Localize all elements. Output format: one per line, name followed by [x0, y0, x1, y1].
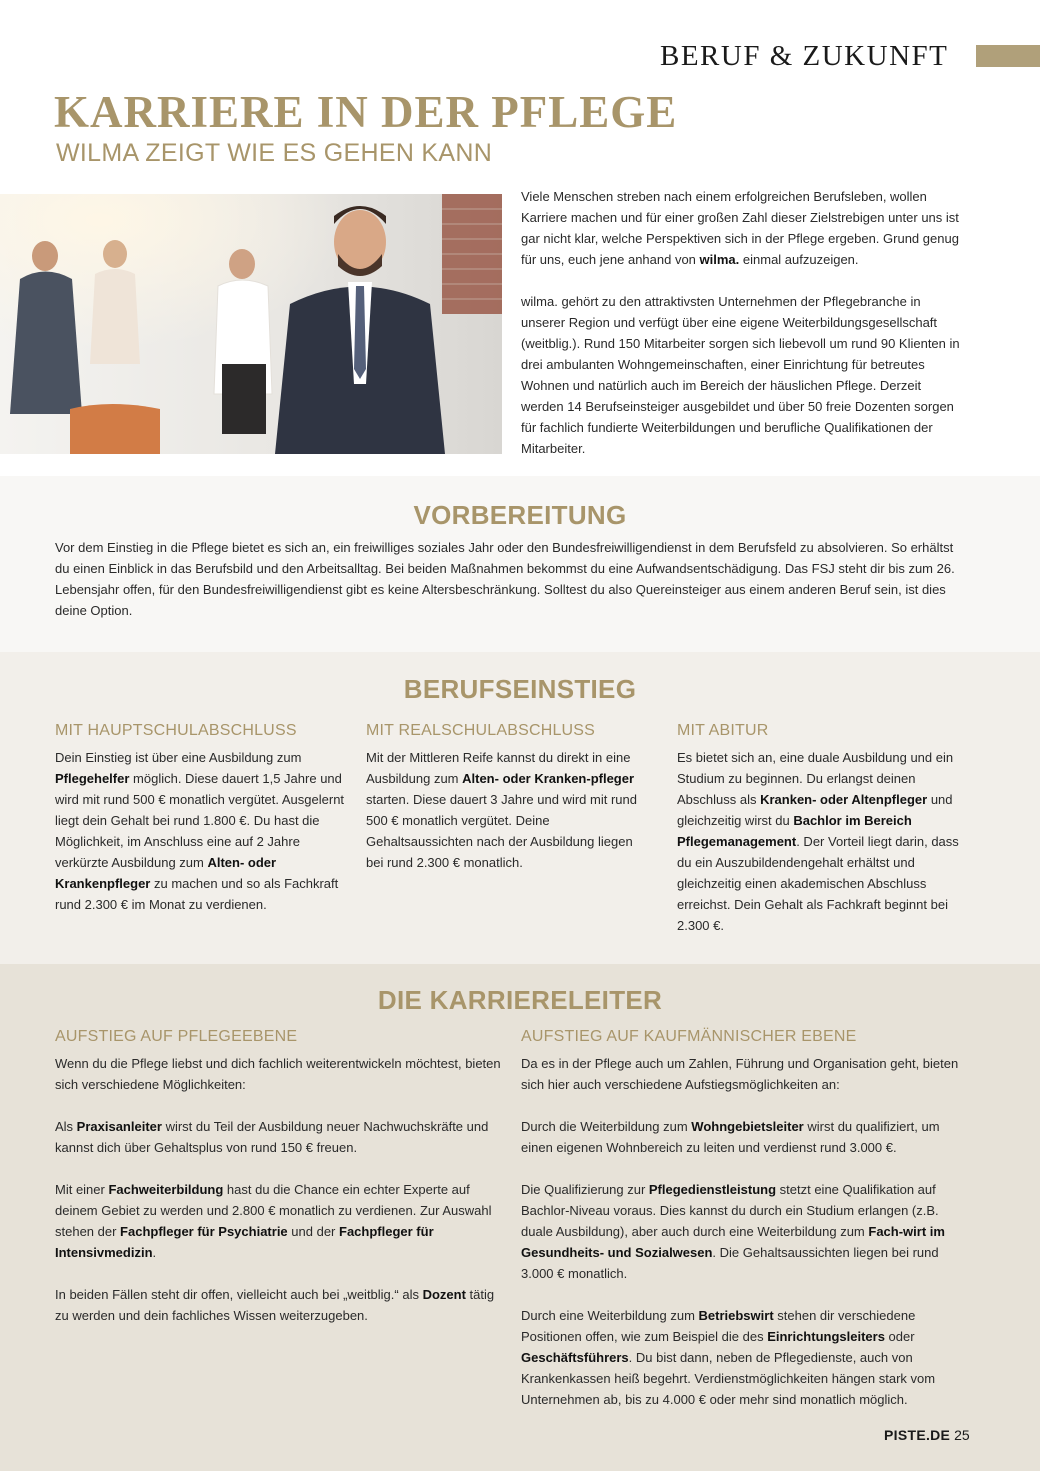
column-text-pflegeebene [55, 1053, 503, 1326]
vorbereitung-text: Vor dem Einstieg in die Pflege bietet es sich an, ein freiwilliges soziales Jahr oder den Bundesfreiwilligendienst in dem Berufsfeld zu absolvieren. So erhältst du einen Einblick in das Berufsbild und den Arbeitsalltag. Bei beiden Maßnahmen bekommst du eine Aufwandsentschädigung. Das FSJ steht dir bis zum 26. Lebensjahr offen, für den Bundesfreiwilligendienst gibt es keine Altersbeschränkung. Solltest du also Quereinsteiger aus einem anderen Beruf sein, ist dies deine Option. [55, 540, 955, 618]
column-title-pflegeebene: AUFSTIEG AUF PFLEGEEBENE [55, 1028, 298, 1045]
column-title-kaufmaennisch: AUFSTIEG AUF KAUFMÄNNISCHER EBENE [521, 1028, 857, 1045]
pflegeebene-paragraph-2: Als Praxisanleiter wirst du Teil der Ausbildung neuer Nachwuchskräfte und kannst dich über Gehaltsplus von rund 150 € freuen. [55, 1119, 489, 1155]
intro-paragraph-1: Viele Menschen streben nach einem erfolgreichen Berufsleben, wollen Karriere machen und für einer großen Zahl dieser Zielstrebigen unter uns ist gar nicht klar, welche Perspektiven sich in der Pflege ergeben. Grund genug für uns, euch jene anhand von wilma. einmal aufzuzeigen. [521, 189, 959, 267]
page-footer [884, 1427, 970, 1443]
column-title-abitur: MIT ABITUR [677, 722, 769, 739]
column-text-hauptschule: Dein Einstieg ist über eine Ausbildung zum Pflegehelfer möglich. Diese dauert 1,5 Jahre und wird mit rund 500 € monatlich vergütet. Ausgelernt liegt dein Gehalt bei rund 1.800 €. Du hast die Möglichkeit, im Anschluss eine auf 2 Jahre verkürzte Ausbildung zum Alten- oder Krankenpfleger zu machen und so als Fachkraft rund 2.300 € im Monat zu verdienen. [55, 750, 345, 912]
column-title-hauptschule: MIT HAUPTSCHULABSCHLUSS [55, 722, 297, 739]
column-text-kaufmaennisch [521, 1053, 967, 1410]
heading-vorbereitung: VORBEREITUNG [413, 500, 627, 530]
kaufmaennisch-paragraph-4: Durch eine Weiterbildung zum Betriebswirt stehen dir verschiedene Positionen offen, wie zum Beispiel die des Einrichtungsleiters oder Geschäftsführers. Du bist dann, neben de Pflegedienste, auch von Krankenkassen heiß begehrt. Verdienstmöglichkeiten hängen stark vom Unternehmen ab, bis zu 4.000 € oder mehr sind monatlich möglich. [521, 1308, 936, 1407]
kaufmaennisch-paragraph-3: Die Qualifizierung zur Pflegedienstleistung stetzt eine Qualifikation auf Bachlor-Niveau voraus. Dies kannst du durch ein Studium erlangen (z.B. duale Ausbildung), aber auch durch eine Weiterbildung zum Fach-wirt im Gesundheits- und Sozialwesen. Die Gehaltsaussichten liegen bei rund 3.000 € monatlich. [521, 1182, 945, 1281]
section-label: BERUF & ZUKUNFT [660, 40, 949, 72]
pflegeebene-paragraph-3: Mit einer Fachweiterbildung hast du die Chance ein echter Experte auf deinem Gebiet zu werden und 2.800 € monatlich zu verdienen. Zur Auswahl stehen der Fachpfleger für Psychiatrie und der Fachpfleger für Intensivmedizin. [55, 1182, 492, 1260]
kaufmaennisch-paragraph-2: Durch die Weiterbildung zum Wohngebietsleiter wirst du qualifiziert, um einen eigenen Wohnbereich zu leiten und verdienst rund 3.000 €. [521, 1119, 940, 1155]
intro-text [521, 186, 961, 459]
heading-berufseinstieg: BERUFSEINSTIEG [403, 674, 637, 704]
kaufmaennisch-paragraph-1: Da es in der Pflege auch um Zahlen, Führung und Organisation geht, bieten sich hier auch verschiedene Aufstiegsmöglichkeiten an: [521, 1056, 959, 1092]
business-team-photo [0, 194, 502, 454]
page-subtitle: WILMA ZEIGT WIE ES GEHEN KANN [56, 139, 493, 167]
column-text-realschule: Mit der Mittleren Reife kannst du direkt in eine Ausbildung zum Alten- oder Kranken-pfleger starten. Diese dauert 3 Jahre und wird mit rund 500 € monatlich vergütet. Deine Gehaltsaussichten nach der Ausbildung liegen bei rund 2.300 € monatlich. [366, 750, 637, 870]
page-title: KARRIERE IN DER PFLEGE [54, 87, 678, 137]
section-accent-bar [976, 45, 1040, 67]
heading-karriereleiter: DIE KARRIERELEITER [377, 985, 663, 1015]
column-title-realschule: MIT REALSCHULABSCHLUSS [366, 722, 596, 739]
intro-paragraph-2: wilma. gehört zu den attraktivsten Unternehmen der Pflegebranche in unserer Region und verfügt über eine eigene Weiterbildungsgesellschaft (weitblig.). Rund 150 Mitarbeiter sorgen sich liebevoll um rund 90 Klienten in drei ambulanten Wohngemeinschaften, einer Einrichtung für betreutes Wohnen und natürlich auch im Bereich der häuslichen Pflege. Derzeit werden 14 Berufseinsteiger ausgebildet und über 50 freie Dozenten sorgen für fachlich fundierte Weiterbildungen und berufliche Qualifikationen der Mitarbeiter. [521, 294, 960, 456]
pflegeebene-paragraph-4: In beiden Fällen steht dir offen, vielleicht auch bei „weitblig.“ als Dozent tätig zu werden und dein fachliches Wissen weiterzugeben. [55, 1287, 495, 1323]
pflegeebene-paragraph-1: Wenn du die Pflege liebst und dich fachlich weiterentwickeln möchtest, bieten sich verschiedene Möglichkeiten: [55, 1056, 501, 1092]
footer-brand: PISTE.DE [884, 1427, 951, 1443]
column-text-abitur: Es bietet sich an, eine duale Ausbildung und ein Studium zu beginnen. Du erlangst deinen Abschluss als Kranken- oder Altenpfleger und gleichzeitig wirst du Bachlor im Bereich Pflegemanagement. Der Vorteil liegt darin, dass du ein Auszubildendengehalt erhältst und gleichzeitig einen akademischen Abschluss erreichst. Dein Gehalt als Fachkraft beginnt bei 2.300 €. [677, 750, 959, 933]
page-number: 25 [954, 1427, 970, 1443]
